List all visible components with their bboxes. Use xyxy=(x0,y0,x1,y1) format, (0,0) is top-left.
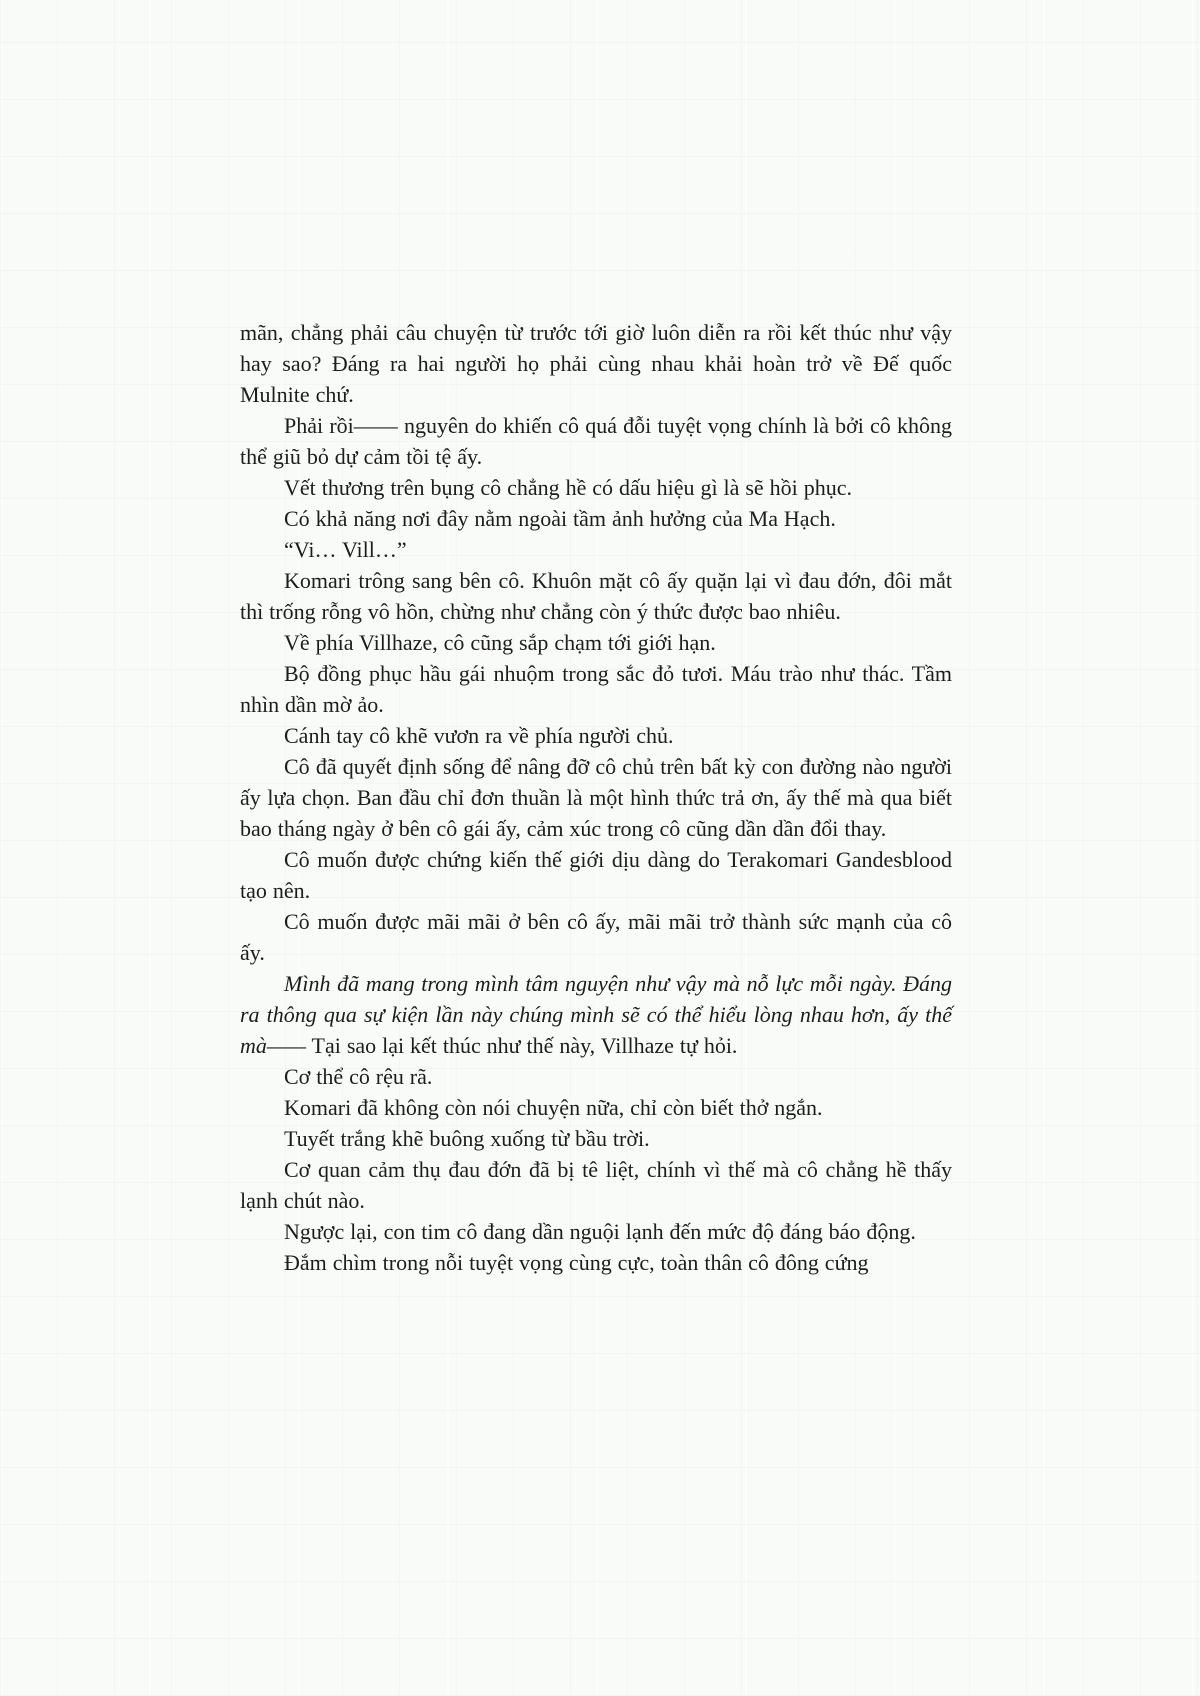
paragraph-segment: Phải rồi—— nguyên do khiến cô quá đỗi tuyệt vọng chính là bởi cô không thể giũ bỏ dự cảm tồi tệ ấy. xyxy=(240,413,952,469)
paragraph xyxy=(240,751,952,844)
paragraph-segment: Cơ thể cô rệu rã. xyxy=(284,1064,433,1089)
paragraph xyxy=(240,1123,952,1154)
paragraph xyxy=(240,1092,952,1123)
paragraph-segment: “Vi… Vill…” xyxy=(284,537,407,562)
paragraph xyxy=(240,906,952,968)
paragraph-segment: Cơ quan cảm thụ đau đớn đã bị tê liệt, chính vì thế mà cô chẳng hề thấy lạnh chút nào. xyxy=(240,1157,952,1213)
page-text-block xyxy=(240,317,952,1278)
paragraph xyxy=(240,565,952,627)
paragraph-segment: Komari đã không còn nói chuyện nữa, chỉ còn biết thở ngắn. xyxy=(284,1095,823,1120)
paragraph-segment: Cô muốn được chứng kiến thế giới dịu dàng do Terakomari Gandesblood tạo nên. xyxy=(240,847,952,903)
paragraph-segment: Komari trông sang bên cô. Khuôn mặt cô ấy quặn lại vì đau đớn, đôi mắt thì trống rỗng vô hồn, chừng như chẳng còn ý thức được bao nhiêu. xyxy=(240,568,952,624)
paragraph xyxy=(240,534,952,565)
paragraph-segment: Cô muốn được mãi mãi ở bên cô ấy, mãi mãi trở thành sức mạnh của cô ấy. xyxy=(240,909,952,965)
paragraph xyxy=(240,1247,952,1278)
paragraph xyxy=(240,627,952,658)
paragraph xyxy=(240,472,952,503)
paragraph xyxy=(240,1216,952,1247)
paragraph xyxy=(240,658,952,720)
paragraph xyxy=(240,844,952,906)
paragraph-segment: Về phía Villhaze, cô cũng sắp chạm tới giới hạn. xyxy=(284,630,716,655)
paragraph xyxy=(240,317,952,410)
paragraph xyxy=(240,968,952,1061)
paragraph-segment: mãn, chẳng phải câu chuyện từ trước tới giờ luôn diễn ra rồi kết thúc như vậy hay sao? Đáng ra hai người họ phải cùng nhau khải hoàn trở về Đế quốc Mulnite chứ. xyxy=(240,320,952,407)
paragraph xyxy=(240,503,952,534)
paragraph xyxy=(240,1061,952,1092)
paragraph-segment: Mình đã mang trong mình tâm nguyện như vậy mà nỗ lực mỗi ngày. Đáng ra thông qua sự kiện lần này chúng mình sẽ có thể hiểu lòng nhau hơn, ấy thế mà—— xyxy=(240,971,952,1058)
paragraph-segment: Bộ đồng phục hầu gái nhuộm trong sắc đỏ tươi. Máu trào như thác. Tầm nhìn dần mờ ảo. xyxy=(240,661,952,717)
paragraph-segment: Tuyết trắng khẽ buông xuống từ bầu trời. xyxy=(284,1126,650,1151)
paragraph-segment: Đắm chìm trong nỗi tuyệt vọng cùng cực, toàn thân cô đông cứng xyxy=(284,1250,869,1275)
paragraph-segment: Vết thương trên bụng cô chẳng hề có dấu hiệu gì là sẽ hồi phục. xyxy=(284,475,852,500)
paragraph xyxy=(240,1154,952,1216)
paragraph-segment: Cô đã quyết định sống để nâng đỡ cô chủ trên bất kỳ con đường nào người ấy lựa chọn. Ban đầu chỉ đơn thuần là một hình thức trả ơn, ấy thế mà qua biết bao tháng ngày ở bên cô gái ấy, cảm xúc trong cô cũng dần dần đổi thay. xyxy=(240,754,952,841)
paragraph-segment: Cánh tay cô khẽ vươn ra về phía người chủ. xyxy=(284,723,674,748)
paragraph xyxy=(240,410,952,472)
paragraph-segment: Có khả năng nơi đây nằm ngoài tầm ảnh hưởng của Ma Hạch. xyxy=(284,506,836,531)
paragraph-segment: Ngược lại, con tim cô đang dần nguội lạnh đến mức độ đáng báo động. xyxy=(284,1219,916,1244)
paragraph xyxy=(240,720,952,751)
paragraph-segment: Tại sao lại kết thúc như thế này, Villhaze tự hỏi. xyxy=(306,1033,738,1058)
